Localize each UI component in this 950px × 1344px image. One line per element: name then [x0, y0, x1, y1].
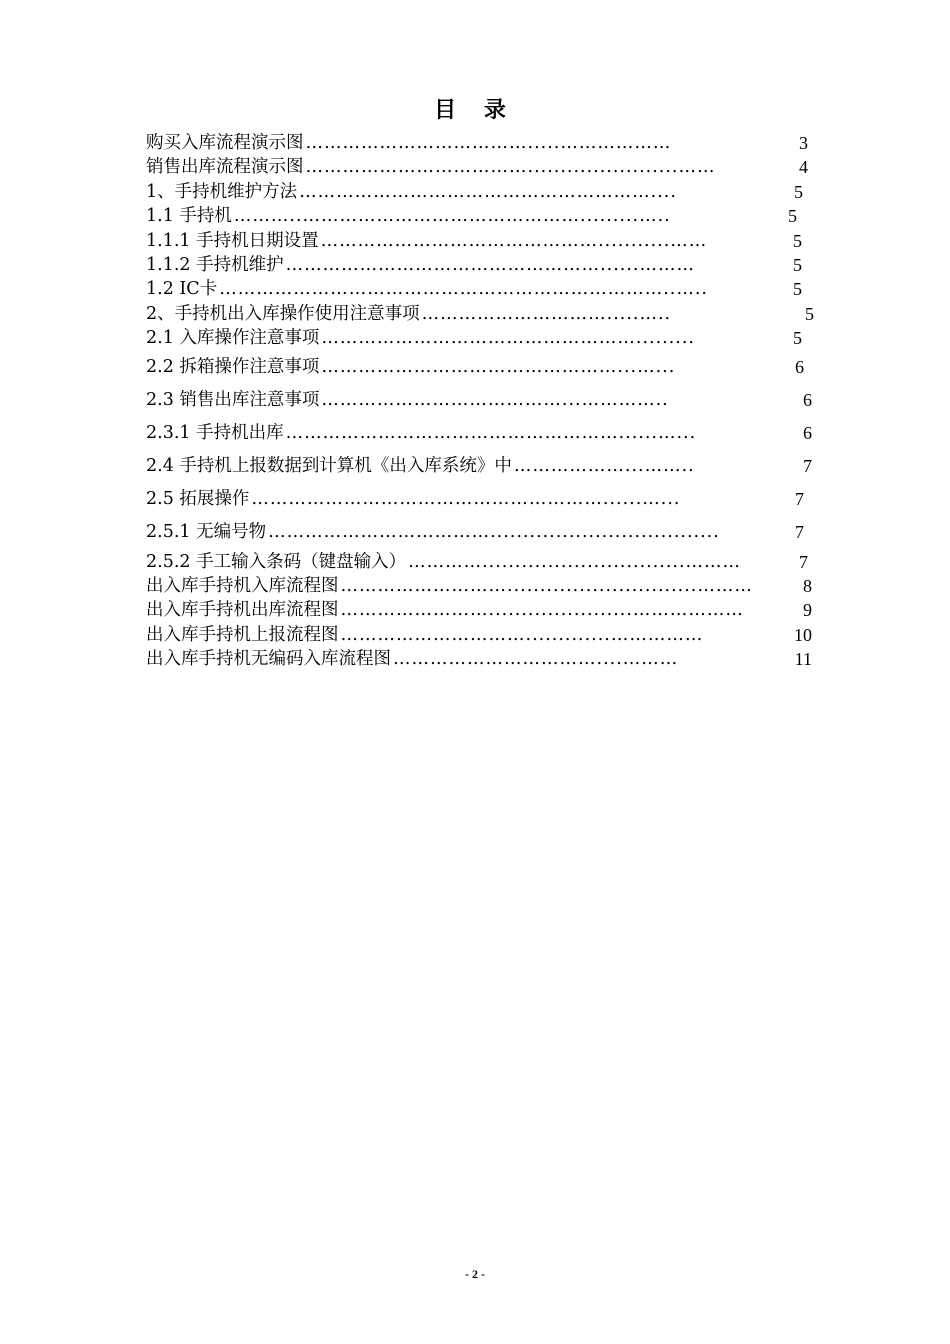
toc-entry-page-number: 5 — [805, 303, 814, 324]
toc-entry-leader: ………..……………………………………….........….. — [233, 206, 671, 227]
toc-entry[interactable] — [146, 180, 826, 204]
toc-entry-leader: ……………………………………………......... — [321, 328, 695, 349]
toc-entry-label: 2.1 入库操作注意事项 — [146, 326, 321, 350]
toc-entry-label: 1.2 IC卡 — [146, 277, 219, 301]
toc-entry-label: 出入库手持机入库流程图 — [146, 574, 341, 598]
toc-entry-label: 2.2 拆箱操作注意事项 — [146, 351, 321, 384]
toc-entry-leader: ………………………………………………......…... — [285, 422, 697, 443]
toc-entry-label: 2.3 销售出库注意事项 — [146, 384, 321, 417]
toc-entry-label: 2.3.1 手持机出库 — [146, 417, 286, 450]
toc-entry-page-number: 5 — [793, 230, 802, 251]
toc-entry-page-number: 5 — [788, 206, 797, 227]
toc-entry-leader: ……………………......................……………… — [340, 600, 744, 621]
toc-entry-page-number: 5 — [793, 279, 802, 300]
toc-entry-label: 1.1 手持机 — [146, 204, 234, 228]
toc-entry-label: 出入库手持机上报流程图 — [146, 623, 341, 647]
toc-entry-leader: ……………………………….......................…… — [305, 157, 716, 178]
toc-entry[interactable] — [146, 417, 826, 450]
toc-entry-page-number: 4 — [799, 157, 808, 178]
toc-entry-page-number: 11 — [794, 649, 812, 670]
toc-entry-leader: ………………………………………………………………..….. — [219, 279, 708, 300]
toc-entry-label: 购买入库流程演示图 — [146, 131, 306, 155]
toc-entry[interactable] — [146, 351, 826, 384]
toc-entry[interactable] — [146, 253, 826, 277]
toc-entry-page-number: 6 — [803, 389, 812, 410]
toc-entry-label: 销售出库流程演示图 — [146, 155, 306, 179]
toc-entry[interactable] — [146, 550, 826, 574]
toc-entry[interactable] — [146, 384, 826, 417]
toc-entry-label: 2.5.2 手工输入条码（键盘输入） — [146, 550, 408, 574]
toc-entry-label: 2.4 手持机上报数据到计算机《出入库系统》中 — [146, 450, 514, 483]
toc-entry[interactable] — [146, 623, 826, 647]
toc-entry-leader: ……………………….............................……… — [340, 576, 753, 597]
page-number-footer: - 2 - — [465, 1267, 485, 1281]
toc-entry-page-number: 5 — [793, 254, 802, 275]
toc-entry-page-number: 8 — [803, 576, 812, 597]
toc-entry[interactable] — [146, 450, 826, 483]
toc-entry-leader: …………………………………………………......…... — [251, 489, 681, 510]
toc-entry-leader: …………………………………………...…... — [321, 356, 676, 377]
toc-entry-leader: …………...............................……… — [408, 551, 742, 572]
toc-entry-label: 1.1.2 手持机维护 — [146, 253, 286, 277]
toc-list — [146, 131, 826, 672]
toc-entry[interactable] — [146, 326, 826, 350]
toc-entry-page-number: 6 — [795, 356, 804, 377]
toc-entry[interactable] — [146, 229, 826, 253]
toc-entry-page-number: 7 — [795, 489, 804, 510]
toc-entry-page-number: 9 — [803, 600, 812, 621]
toc-entry[interactable] — [146, 598, 826, 622]
toc-entry-leader: ………………………………………………….... — [299, 181, 677, 202]
toc-entry-leader: ………………...…….. — [513, 456, 695, 477]
toc-entry-page-number: 7 — [799, 551, 808, 572]
toc-entry-label: 出入库手持机出库流程图 — [146, 598, 341, 622]
toc-entry-leader: ……………………………………………......……… — [285, 254, 695, 275]
toc-entry-label: 2.5 拓展操作 — [146, 483, 251, 516]
toc-entry-leader: ………………………….....….. — [421, 303, 672, 324]
toc-entry-page-number: 10 — [794, 624, 812, 645]
toc-entry[interactable] — [146, 483, 826, 516]
toc-entry[interactable] — [146, 277, 826, 301]
toc-entry-page-number: 3 — [799, 133, 808, 153]
toc-entry[interactable] — [146, 574, 826, 598]
toc-entry-leader: ……………………………....……… — [393, 649, 679, 670]
toc-entry-label: 1、手持机维护方法 — [146, 180, 299, 204]
toc-entry-page-number: 5 — [793, 328, 802, 349]
toc-entry-leader: …………………………………...………….. — [321, 389, 669, 410]
toc-entry[interactable] — [146, 516, 826, 549]
toc-entry[interactable] — [146, 204, 826, 228]
toc-entry-label: 2、手持机出入库操作使用注意事项 — [146, 302, 422, 326]
toc-entry-leader: ……………………………….....……………… — [305, 133, 672, 153]
toc-entry[interactable] — [146, 302, 826, 326]
toc-entry-page-number: 7 — [795, 522, 804, 543]
toc-entry[interactable] — [146, 647, 826, 671]
toc-entry-page-number: 6 — [803, 422, 812, 443]
toc-entry-label: 出入库手持机无编码入库流程图 — [146, 647, 393, 671]
toc-entry-leader: ………………………………………...........…… — [320, 230, 708, 251]
toc-title: 目 录 — [434, 98, 516, 123]
toc-entry-leader: ………………………….............…………… — [340, 624, 704, 645]
toc-entry-page-number: 7 — [803, 456, 812, 477]
toc-entry-label: 2.5.1 无编号物 — [146, 516, 268, 549]
toc-entry[interactable] — [146, 155, 826, 179]
toc-entry[interactable] — [146, 131, 826, 155]
toc-entry-leader: ………………………………................................... — [268, 522, 720, 543]
toc-entry-label: 1.1.1 手持机日期设置 — [146, 229, 321, 253]
toc-entry-page-number: 5 — [794, 181, 803, 202]
